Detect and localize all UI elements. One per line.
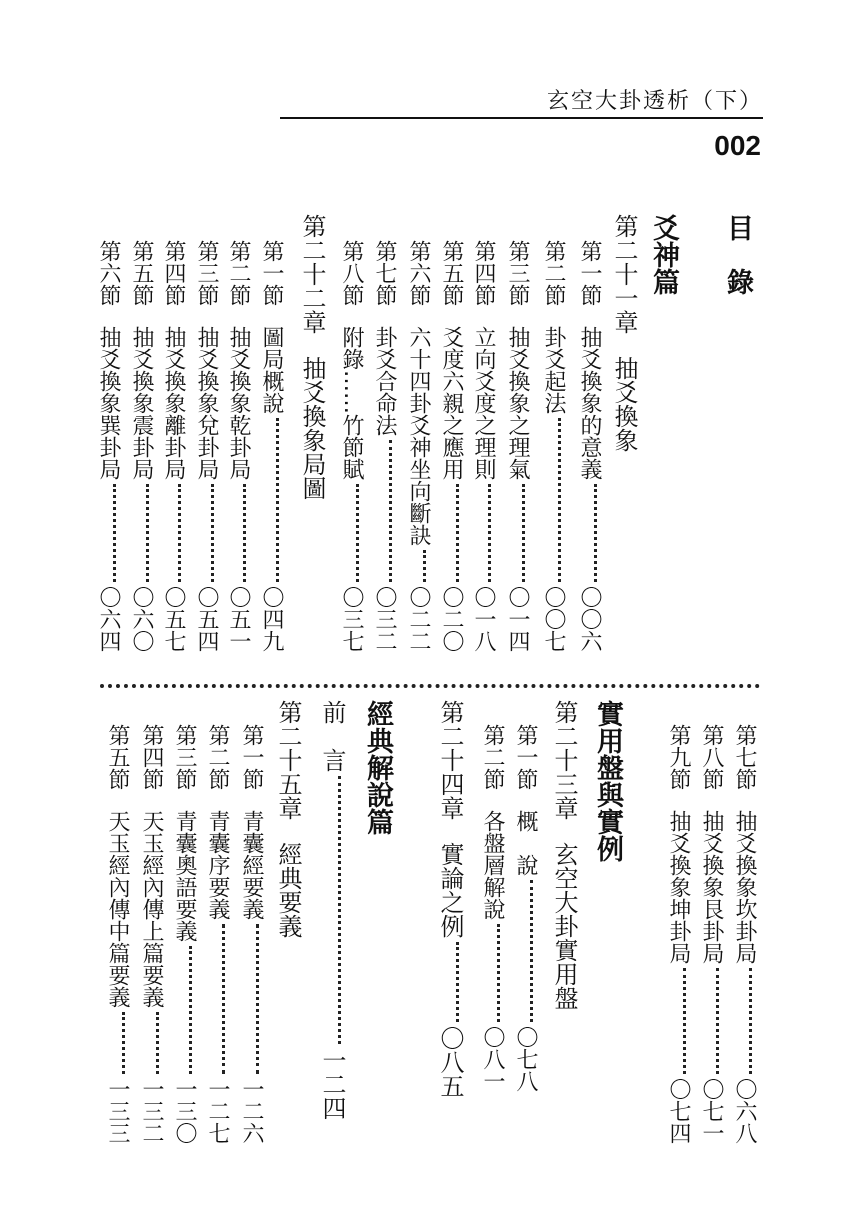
dot-leader: [243, 484, 246, 582]
chapter-label: 第二十三章: [550, 700, 578, 820]
section-label: 第三節: [172, 724, 197, 790]
part-title: 經典解說篇: [362, 700, 393, 835]
dot-leader: [683, 968, 686, 1074]
entry-title: 抽爻換象離卦局: [161, 326, 186, 480]
toc-entry: [206, 724, 228, 1144]
section-label: 第四節: [471, 240, 496, 306]
entry-page: 〇三七: [339, 586, 364, 652]
section-label: 第一節: [239, 724, 264, 790]
toc-entry: [340, 240, 362, 652]
entry-page: 〇五七: [161, 586, 186, 652]
dot-leader: [594, 484, 597, 582]
entry-page: 〇二二: [406, 586, 431, 652]
entry-page: 一三三: [105, 1078, 130, 1144]
chapter-24: [438, 700, 462, 1098]
dot-leader: [178, 484, 181, 582]
running-header: 玄空大卦透析（下）: [546, 89, 763, 114]
dot-leader: [389, 440, 392, 582]
toc-entry: [130, 240, 152, 652]
entry-page: 〇一八: [471, 586, 496, 652]
section-label: 第五節: [105, 724, 130, 790]
toc-entry: [440, 240, 462, 652]
toc-entry: [733, 724, 755, 1144]
dot-leader: [522, 484, 525, 582]
dot-leader: [558, 418, 561, 582]
preface-title: 前 言: [318, 700, 346, 772]
entry-title: 立向爻度之理則: [471, 326, 496, 480]
toc-entry: [195, 240, 217, 652]
page-number: 002: [714, 130, 761, 161]
section-label: 第一節: [259, 240, 284, 306]
entry-page: 〇七八: [513, 1026, 538, 1092]
entry-title: 抽爻換象之理氣: [505, 326, 530, 480]
toc-entry: [162, 240, 184, 652]
section-label: 第八節: [699, 724, 724, 790]
toc-heading: 目 錄: [722, 214, 753, 295]
toc-title: [724, 214, 751, 295]
entry-page: 〇四九: [259, 586, 284, 652]
toc-entry: [407, 240, 429, 652]
entry-title: 抽爻換象艮卦局: [699, 810, 724, 964]
entry-title: 各盤層解說: [480, 810, 505, 920]
entry-page: 一三二: [139, 1078, 164, 1144]
entry-title: 概 說: [513, 810, 538, 876]
section-label: 第四節: [139, 724, 164, 790]
section-label: 第九節: [666, 724, 691, 790]
entry-title: 青囊序要義: [205, 810, 230, 920]
entry-page: 〇三二: [372, 586, 397, 652]
section-label: 第二節: [205, 724, 230, 790]
entry-title: 抽爻換象坎卦局: [732, 810, 757, 964]
entry-title: 卦爻起法: [541, 326, 566, 414]
dot-leader: [488, 484, 491, 582]
dot-leader: [156, 1012, 159, 1074]
chapter-25: [276, 700, 300, 938]
toc-entry: [173, 724, 195, 1144]
toc-entry: [514, 724, 536, 1092]
section-label: 第七節: [372, 240, 397, 306]
entry-page: 〇七四: [666, 1078, 691, 1144]
entry-page: 一二七: [205, 1078, 230, 1144]
dot-leader: [122, 1012, 125, 1074]
toc-entry: [472, 240, 494, 652]
dot-leader: [189, 946, 192, 1074]
entry-title: 抽爻換象兌卦局: [194, 326, 219, 480]
entry-page: 一二四: [318, 1048, 346, 1120]
section-label: 第三節: [505, 240, 530, 306]
entry-title: 抽爻換象巽卦局: [96, 326, 121, 480]
dot-leader: [497, 924, 500, 1022]
entry-title: 圖局概說: [259, 326, 284, 414]
part-title-classics: [364, 700, 391, 835]
dot-leader: [256, 924, 259, 1074]
section-label: 第二節: [541, 240, 566, 306]
entry-page: 〇五一: [226, 586, 251, 652]
section-label: 第三節: [194, 240, 219, 306]
chapter-title: 經典要義: [274, 842, 302, 938]
section-label: 第六節: [96, 240, 121, 306]
entry-title: 抽爻換象的意義: [577, 326, 602, 480]
entry-page: 〇〇七: [541, 586, 566, 652]
dot-leader: [113, 484, 116, 582]
section-label: 第一節: [577, 240, 602, 306]
section-label: 第二節: [226, 240, 251, 306]
chapter-title: 抽爻換象局圖: [298, 356, 326, 500]
dot-leader: [456, 942, 459, 1022]
chapter-23: [552, 700, 576, 1010]
dot-leader: [749, 968, 752, 1074]
chapter-label: 第二十五章: [274, 700, 302, 820]
dot-leader: [356, 484, 359, 582]
toc-entry: [578, 240, 600, 652]
entry-title: 六十四卦爻神坐向斷訣: [406, 326, 431, 546]
chapter-title: 實論之例: [436, 842, 464, 938]
section-label: 第五節: [129, 240, 154, 306]
entry-page: 〇八五: [436, 1026, 464, 1098]
chapter-label: 第二十二章: [298, 214, 326, 334]
section-label: 第五節: [439, 240, 464, 306]
section-divider: [100, 684, 760, 688]
entry-title: 抽爻換象乾卦局: [226, 326, 251, 480]
entry-title: 天玉經內傳上篇要義: [139, 810, 164, 1008]
toc-entry: [481, 724, 503, 1092]
entry-page: 〇一四: [505, 586, 530, 652]
toc-entry: [542, 240, 564, 652]
chapter-label: 第二十一章: [610, 214, 638, 334]
dot-leader: [146, 484, 149, 582]
entry-title: 抽爻換象震卦局: [129, 326, 154, 480]
dot-leader: [338, 776, 341, 1044]
entry-title: 抽爻換象坤卦局: [666, 810, 691, 964]
entry-page: 一三〇: [172, 1078, 197, 1144]
toc-entry: [140, 724, 162, 1144]
entry-page: 〇二〇: [439, 586, 464, 652]
dot-leader: [716, 968, 719, 1074]
entry-title: 青囊奧語要義: [172, 810, 197, 942]
part-title: 實用盤與實例: [592, 700, 623, 862]
entry-page: 〇七一: [699, 1078, 724, 1144]
chapter-title: 抽爻換象: [610, 356, 638, 452]
toc-entry: [106, 724, 128, 1144]
toc-entry: [97, 240, 119, 652]
entry-page: 〇〇六: [577, 586, 602, 652]
preface: [320, 700, 344, 1120]
chapter-21: [612, 214, 636, 452]
section-label: 第二節: [480, 724, 505, 790]
toc-entry: [667, 724, 689, 1144]
dot-leader: [276, 418, 279, 582]
toc-entry: [260, 240, 282, 652]
toc-entry: [506, 240, 528, 652]
chapter-label: 第二十四章: [436, 700, 464, 820]
entry-page: 〇八一: [480, 1026, 505, 1092]
section-label: 第七節: [732, 724, 757, 790]
section-label: 第六節: [406, 240, 431, 306]
entry-title: 天玉經內傳中篇要義: [105, 810, 130, 1008]
entry-title: 卦爻合命法: [372, 326, 397, 436]
entry-title: 附錄……竹節賦: [339, 326, 364, 480]
section-label: 第一節: [513, 724, 538, 790]
toc-entry: [700, 724, 722, 1144]
entry-page: 〇五四: [194, 586, 219, 652]
header-rule: [280, 117, 763, 119]
dot-leader: [211, 484, 214, 582]
entry-page: 〇六八: [732, 1078, 757, 1144]
section-label: 第四節: [161, 240, 186, 306]
section-label: 第八節: [339, 240, 364, 306]
dot-leader: [423, 550, 426, 582]
entry-page: 〇六〇: [129, 586, 154, 652]
entry-page: 〇六四: [96, 586, 121, 652]
dot-leader: [530, 880, 533, 1022]
toc-entry: [373, 240, 395, 652]
entry-title: 青囊經要義: [239, 810, 264, 920]
dot-leader: [456, 484, 459, 582]
part-title-practical: [594, 700, 621, 862]
toc-entry: [227, 240, 249, 652]
chapter-title: 玄空大卦實用盤: [550, 842, 578, 1010]
part-title-yaoshen: [650, 214, 677, 295]
toc-entry: [240, 724, 262, 1144]
entry-page: 一二六: [239, 1078, 264, 1144]
entry-title: 爻度六親之應用: [439, 326, 464, 480]
part-title: 爻神篇: [648, 214, 679, 295]
chapter-22: [300, 214, 324, 500]
dot-leader: [222, 924, 225, 1074]
